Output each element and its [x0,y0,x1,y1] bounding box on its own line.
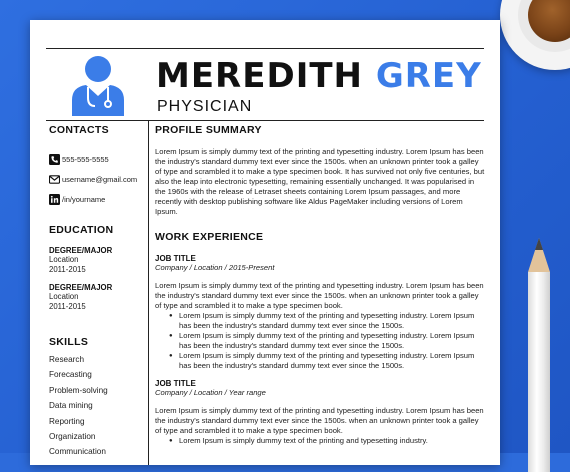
education-degree: DEGREE/MAJOR [49,283,113,292]
work-experience-heading: WORK EXPERIENCE [155,231,264,243]
linkedin-text: /in/yourname [62,195,106,204]
skills-heading: SKILLS [49,336,89,348]
job-description: Lorem Ipsum is simply dummy text of the printing and typesetting industry. Lorem Ipsum has been the industry's standard dummy text ever since the 1500s. when an unknown printer took a galley of type and scrambled it to make a type specimen book. [155,281,484,310]
contact-linkedin [49,194,145,205]
education-heading: EDUCATION [49,224,114,236]
right-column [155,124,485,446]
profile-heading: PROFILE SUMMARY [155,124,262,136]
job-bullet: ● Lorem Ipsum is simply dummy text of the printing and typesetting industry. Lorem Ipsum has been the industry's standard dummy text ever since the 1500s. [179,331,485,351]
pencil-lead [535,238,543,250]
education-entry [49,246,145,275]
skill-item: Reporting [49,416,85,426]
job-title: JOB TITLE [155,254,196,263]
pencil [528,238,550,468]
job-role: PHYSICIAN [157,98,253,115]
education-location: Location [49,292,79,301]
job-subtitle: Company / Location / Year range [155,388,266,397]
job-bullets [155,311,485,371]
education-years: 2011-2015 [49,265,86,274]
email-icon [49,174,60,185]
education-entry [49,283,145,312]
job-bullet: ● Lorem Ipsum is simply dummy text of the printing and typesetting industry. [179,436,485,446]
pencil-body [528,272,550,472]
education-location: Location [49,255,79,264]
skill-item: Research [49,355,85,364]
skill-item: Forecasting [49,370,92,380]
linkedin-icon [49,194,60,205]
job-bullets [155,436,485,446]
contact-email [49,174,145,185]
education-degree: DEGREE/MAJOR [49,246,113,255]
phone-text: 555-555-5555 [62,155,109,164]
job-title: JOB TITLE [155,379,196,388]
first-name: MEREDITH [156,56,363,96]
doctor-avatar-icon [68,54,128,116]
job-entry [155,254,485,371]
job-description: Lorem Ipsum is simply dummy text of the printing and typesetting industry. Lorem Ipsum has been the industry's standard dummy text ever since the 1500s. when an unknown printer took a galley of type and scrambled it to make a type specimen book. [155,406,484,435]
last-name: GREY [375,56,482,96]
job-bullet: ● Lorem Ipsum is simply dummy text of the printing and typesetting industry. Lorem Ipsum has been the industry's standard dummy text ever since the 1500s. [179,351,485,371]
job-subtitle: Company / Location / 2015-Present [155,263,275,272]
profile-summary-text: Lorem Ipsum is simply dummy text of the printing and typesetting industry. Lorem Ipsum has been the industry's standard dummy text ever since the 1500s. when an unknown printer took a galley of type and scrambled it to make a type specimen book. It has survived not only five centuries, but also the leap into electronic typesetting, remaining essentially unchanged. It was popularised in the 1960s with the release of Letraset sheets containing Lorem Ipsum passages, and more recently with desktop publishing software like Aldus PageMaker including versions of Lorem Ipsum. [155,147,485,216]
contact-phone [49,154,145,165]
resume-page [30,20,500,465]
education-years: 2011-2015 [49,302,86,311]
job-bullet: ● Lorem Ipsum is simply dummy text of the printing and typesetting industry. Lorem Ipsum has been the industry's standard dummy text ever since the 1500s. [179,311,485,331]
left-column [49,124,145,460]
contacts-heading: CONTACTS [49,124,109,136]
header-rule [46,120,484,121]
skill-item: Communication [49,447,106,457]
full-name [156,56,482,96]
top-rule [46,48,484,49]
column-divider [148,120,149,465]
email-text: username@gmail.com [62,175,138,184]
job-entry [155,379,485,446]
skill-item: Organization [49,432,96,442]
skill-item: Data mining [49,401,93,411]
skill-item: Problem-solving [49,385,108,395]
phone-icon [49,154,60,165]
